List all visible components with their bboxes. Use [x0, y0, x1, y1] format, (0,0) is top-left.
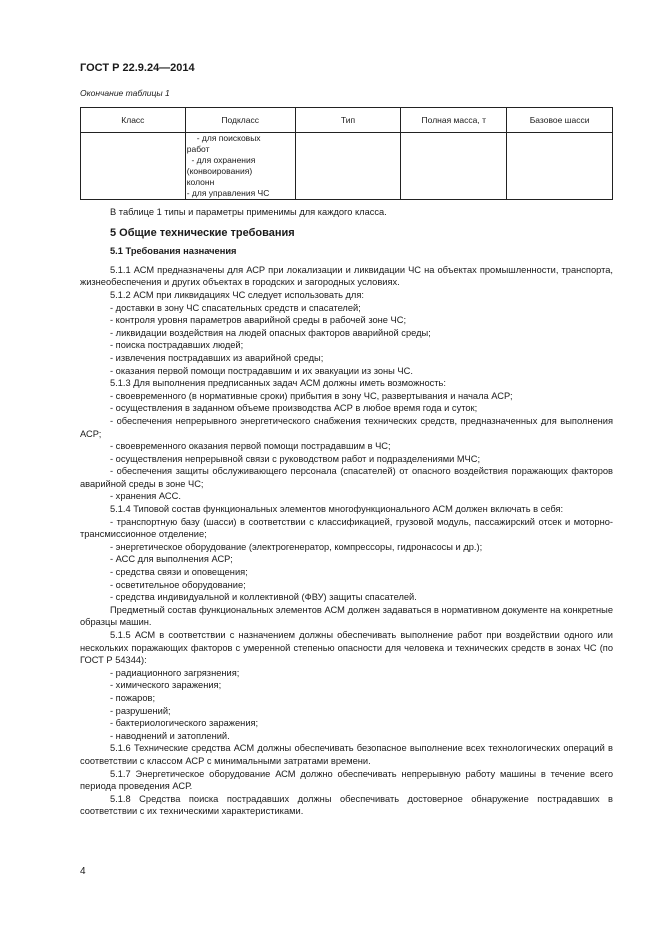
list-item: - оказания первой помощи пострадавшим и их эвакуации из зоны ЧС.: [110, 365, 413, 376]
table-row: [81, 133, 613, 200]
paragraph-5-1-6: 5.1.6 Технические средства АСМ должны обеспечивать безопасное выполнение всех технологических операций в соответствии с классом АСР с минимальными затратами времени.: [80, 743, 613, 766]
cell-type: [295, 133, 401, 200]
list-item: - поиска пострадавших людей;: [110, 340, 244, 351]
document-header: ГОСТ Р 22.9.24—2014: [80, 62, 195, 74]
list-item: - пожаров;: [110, 692, 156, 703]
list-item: - доставки в зону ЧС спасательных средств и спасателей;: [110, 302, 361, 313]
subsection-title: 5.1 Требования назначения: [110, 246, 237, 257]
paragraph-5-1-3: 5.1.3 Для выполнения предписанных задач АСМ должны иметь возможность:: [110, 378, 446, 389]
paragraph-5-1-8: 5.1.8 Средства поиска пострадавших должны обеспечивать достоверное обнаружение пострадавших в соответствии с их техническими характеристиками.: [80, 793, 613, 817]
list-item: - транспортную базу (шасси) в соответствии с классификацией, грузовой модуль, пассажирский отсек и моторно-трансмиссионное отделение;: [80, 516, 613, 540]
list-item: - контроля уровня параметров аварийной среды в рабочей зоне ЧС;: [110, 315, 407, 326]
paragraph-5-1-4: 5.1.4 Типовой состав функциональных элементов многофункционального АСМ должен включать в себя:: [110, 504, 564, 515]
list-item: - энергетическое оборудование (электрогенератор, компрессоры, гидронасосы и др.);: [110, 541, 483, 552]
subclass-line: колонн: [186, 177, 215, 187]
list-item: - извлечения пострадавших из аварийной среды;: [110, 352, 324, 363]
cell-class: [81, 133, 186, 200]
list-item: - осуществления непрерывной связи с руководством работ и подразделениями МЧС;: [110, 453, 481, 464]
subclass-line: работ: [186, 144, 210, 154]
list-item: - хранения АСС.: [110, 491, 181, 502]
classification-table: [80, 107, 613, 200]
table-header-row: [81, 108, 613, 133]
list-item: - ликвидации воздействия на людей опасных факторов аварийной среды;: [110, 327, 431, 338]
column-header-mass: Полная масса, т: [401, 108, 507, 133]
list-item: - обеспечения защиты обслуживающего персонала (спасателей) от опасного воздействия поражающих факторов аварийной среды в зоне ЧС;: [80, 466, 613, 489]
page-number: 4: [80, 866, 86, 877]
paragraph-5-1-2: 5.1.2 АСМ при ликвидациях ЧС следует использовать для:: [110, 289, 364, 300]
list-item: - своевременного оказания первой помощи пострадавшим в ЧС;: [110, 441, 391, 452]
section-title: 5 Общие технические требования: [110, 226, 295, 239]
column-header-class: Класс: [81, 108, 186, 133]
paragraph-5-1-1: 5.1.1 АСМ предназначены для АСР при локализации и ликвидации ЧС на объектах промышленности, транспорта, жизнеобеспечения и других объектах в городских и загородных условиях.: [80, 264, 613, 288]
paragraph-5-1-5: 5.1.5 АСМ в соответствии с назначением должны обеспечивать выполнение работ при воздействии одного или нескольких поражающих факторов с умеренной степенью опасности для человека и технических средств в зонах ЧС (по ГОСТ Р 54344):: [80, 630, 613, 666]
list-item: - АСС для выполнения АСР;: [110, 554, 233, 565]
column-header-chassis: Базовое шасси: [507, 108, 613, 133]
column-header-subclass: Подкласс: [185, 108, 295, 133]
paragraph: В таблице 1 типы и параметры применимы для каждого класса.: [110, 207, 387, 217]
list-item: - средства индивидуальной и коллективной (ФВУ) защиты спасателей.: [110, 592, 417, 603]
paragraph-5-1-7: 5.1.7 Энергетическое оборудование АСМ должно обеспечивать непрерывную работу машины в течение всего периода проведения АСР.: [80, 768, 613, 792]
list-item: - средства связи и оповещения;: [110, 567, 248, 578]
list-item: - осветительное оборудование;: [110, 579, 246, 590]
paragraph-5-1-4-note: Предметный состав функциональных элементов АСМ должен задаваться в нормативном документе на конкретные образцы машин.: [80, 604, 613, 628]
subclass-line: (конвоирования): [186, 166, 253, 176]
list-item: - химического заражения;: [110, 680, 222, 691]
subclass-line: - для управления ЧС: [186, 188, 270, 198]
list-item: - осуществления в заданном объеме производства АСР в любое время года и суток;: [110, 403, 478, 414]
subclass-line: - для охранения: [186, 155, 256, 165]
document-body: [80, 206, 613, 818]
cell-chassis: [507, 133, 613, 200]
list-item: - радиационного загрязнения;: [110, 667, 240, 678]
list-item: - наводнений и затоплений.: [110, 730, 230, 741]
cell-mass: [401, 133, 507, 200]
subclass-line: - для поисковых: [196, 133, 261, 143]
list-item: - своевременного (в нормативные сроки) прибытия в зону ЧС, развертывания и начала АСР;: [110, 390, 513, 401]
column-header-type: Тип: [295, 108, 401, 133]
list-item: - бактериологического заражения;: [110, 718, 259, 729]
list-item: - разрушений;: [110, 705, 171, 716]
table-caption: Окончание таблицы 1: [80, 88, 170, 98]
cell-subclass: [185, 133, 295, 200]
subclass-lines: [187, 133, 294, 199]
list-item: - обеспечения непрерывного энергетического снабжения технических средств, предназначенных для выполнения АСР;: [80, 415, 613, 439]
